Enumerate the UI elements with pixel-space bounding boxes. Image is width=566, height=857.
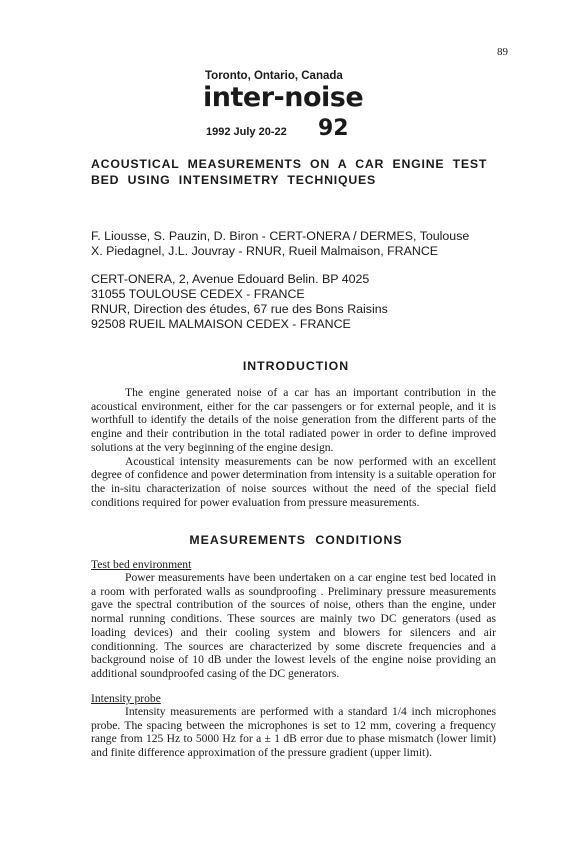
- address-block: [91, 272, 511, 332]
- author-list: [91, 229, 511, 259]
- page-number: 89: [497, 46, 508, 58]
- subsection-heading-test-bed: Test bed environment: [91, 558, 192, 571]
- conference-dates: 1992 July 20-22: [206, 126, 287, 138]
- address-line: 31055 TOULOUSE CEDEX - FRANCE: [91, 287, 305, 301]
- section-heading-measurements: MEASUREMENTS CONDITIONS: [189, 533, 403, 547]
- conference-logo: inter-noise: [203, 82, 364, 113]
- author-line: F. Liousse, S. Pauzin, D. Biron - CERT-ONERA / DERMES, Toulouse: [91, 229, 470, 243]
- paragraph: The engine generated noise of a car has an important contribution in the acoustical environment, either for the car passengers or for external people, and it is worthfull to identify the details of the noise generation from the different parts of the engine and their contribution in the total radiated power in order to define improved solutions at the very beginning of the engine design.: [91, 386, 496, 454]
- address-line: RNUR, Direction des études, 67 rue des Bons Raisins: [91, 302, 388, 316]
- address-line: CERT-ONERA, 2, Avenue Edouard Belin. BP 4025: [91, 272, 370, 286]
- conference-location: Toronto, Ontario, Canada: [205, 70, 343, 82]
- introduction-body: [91, 386, 496, 509]
- paragraph: Acoustical intensity measurements can be now performed with an excellent degree of confidence and power determination from intensity is a suitable operation for the in-situ characterization of noise sources without the need of the special field conditions required for power evaluation from pressure measurements.: [91, 454, 496, 509]
- section-heading-introduction: INTRODUCTION: [242, 359, 350, 373]
- conference-number: 92: [318, 116, 349, 141]
- intensity-probe-body: [91, 705, 496, 760]
- paragraph: Intensity measurements are performed with a standard 1/4 inch microphones probe. The spacing between the microphones is set to 12 mm, covering a frequency range from 125 Hz to 5000 Hz for a ± 1 dB error due to phase mismatch (lower limit) and finite difference approximation of the pressure gradient (upper limit).: [91, 705, 496, 760]
- address-line: 92508 RUEIL MALMAISON CEDEX - FRANCE: [91, 317, 351, 331]
- author-line: X. Piedagnel, J.L. Jouvray - RNUR, Rueil Malmaison, FRANCE: [91, 244, 439, 258]
- paragraph: Power measurements have been undertaken on a car engine test bed located in a room with perforated walls as soundproofing . Preliminary pressure measurements gave the spectral contribution of the sources of noise, others than the engine, under normal running conditions. These sources are mainly two DC generators (used as loading devices) and their cooling system and blowers for silencers and air conditionning. The sources are characterized by some discrete frequencies and a background noise of 10 dB under the lowest levels of the engine noise providing an additional soundproofed casing of the DC generators.: [91, 571, 496, 680]
- test-bed-body: [91, 571, 496, 681]
- paper-title: ACOUSTICAL MEASUREMENTS ON A CAR ENGINE TEST BED USING INTENSIMETRY TECHNIQUES: [91, 157, 488, 187]
- subsection-heading-intensity-probe: Intensity probe: [91, 692, 161, 705]
